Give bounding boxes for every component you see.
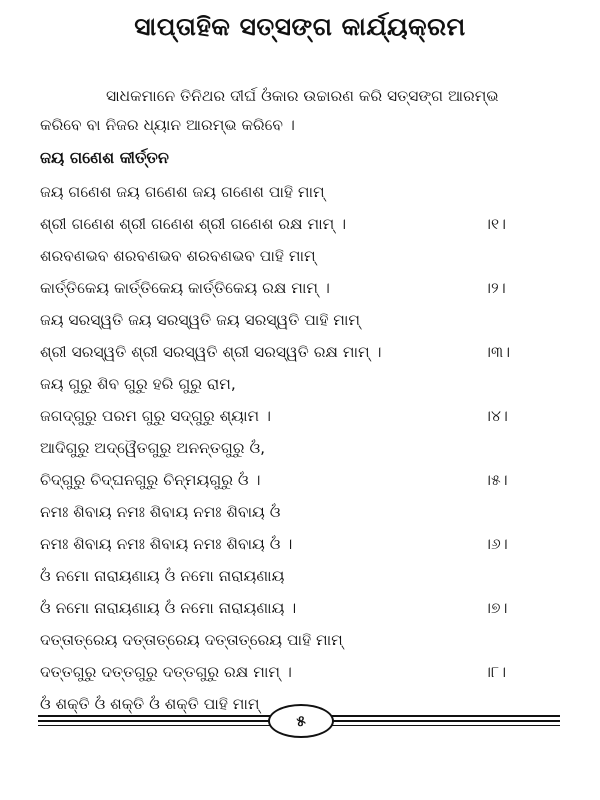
verse-number: ।୫। [484,471,508,489]
verse-text: ଜଗଦ୍‌ଗୁରୁ ପରମ ଗୁରୁ ସଦ୍‌ଗୁରୁ ଶ୍ୟାମ । [40,407,272,425]
verse-text: ଦତ୍ତଗୁରୁ ଦତ୍ତଗୁରୁ ଦତ୍ତଗୁରୁ ରକ୍ଷ ମାମ୍ । [40,663,292,681]
verse-text: ଓଁ ନମୋ ନାରାୟଣାୟ ଓଁ ନମୋ ନାରାୟଣାୟ [40,567,285,585]
verse-text: ଓଁ ଶକ୍ତି ଓଁ ଶକ୍ତି ଓଁ ଶକ୍ତି ପାହି ମାମ୍ [40,695,260,713]
verse-number: ।୪। [484,407,508,425]
verse-text: ଦତ୍ତାତ୍ରେୟ ଦତ୍ତାତ୍ରେୟ ଦତ୍ତାତ୍ରେୟ ପାହି ମାମ୍ [40,631,343,649]
verse-line [40,656,560,688]
verse-text: ଆଦିଗୁରୁ ଅଦ୍ୱୈତଗୁରୁ ଅନନ୍ତଗୁରୁ ଓଁ, [40,439,266,457]
section-heading: ଜୟ ଗଣେଶ କୀର୍ତ୍ତନ [40,148,169,167]
verse-text: ଜୟ ଗୁରୁ ଶିବ ଗୁରୁ ହରି ଗୁରୁ ରାମ, [40,375,236,393]
intro-line-2: କରିବେ ବା ନିଜର ଧ୍ୟାନ ଆରମ୍ଭ କରିବେ । [40,116,295,134]
verse-text: ଶ୍ରୀ ସରସ୍ୱତି ଶ୍ରୀ ସରସ୍ୱତି ଶ୍ରୀ ସରସ୍ୱତି ରକ୍ଷ ମାମ୍ । [40,343,382,361]
verse-text: ଶରବଣଭବ ଶରବଣଭବ ଶରବଣଭବ ପାହି ମାମ୍ [40,247,316,265]
verse-number: ।୮। [484,663,507,681]
verse-text: ଶ୍ରୀ ଗଣେଶ ଶ୍ରୀ ଗଣେଶ ଶ୍ରୀ ଗଣେଶ ରକ୍ଷ ମାମ୍ । [40,215,347,233]
page-title: ସାପ୍ତାହିକ ସତ୍‌ସଙ୍ଗ କାର୍ଯ୍ୟକ୍ରମ [134,12,466,41]
verse-line [40,624,560,656]
verse-text: ଜୟ ଗଣେଶ ଜୟ ଗଣେଶ ଜୟ ଗଣେଶ ପାହି ମାମ୍ [40,183,325,201]
verse-number: ।୨। [484,279,506,297]
verse-number: ।୭। [484,599,508,617]
verse-text: ଓଁ ନମୋ ନାରାୟଣାୟ ଓଁ ନମୋ ନାରାୟଣାୟ । [40,599,297,617]
verse-text: ଚିଦ୍‌ଗୁରୁ ଚିଦ୍‌ଘନଗୁରୁ ଚିନ୍ମୟଗୁରୁ ଓଁ । [40,471,261,489]
intro-line-1: ସାଧକମାନେ ତିନିଥର ଦୀର୍ଘ ଓଁକାର ଉଚ୍ଚାରଣ କରି ସତ୍‌ସଙ୍ଗ ଆରମ୍ଭ [106,87,499,105]
verse-text: ନମଃ ଶିବାୟ ନମଃ ଶିବାୟ ନମଃ ଶିବାୟ ଓଁ । [40,535,293,553]
verse-line [40,240,560,272]
verse-number: ।୩। [484,343,511,361]
verse-line [40,336,560,368]
verse-text: କାର୍ତ୍ତିକେୟ କାର୍ତ୍ତିକେୟ କାର୍ତ୍ତିକେୟ ରକ୍ଷ ମାମ୍ । [40,279,330,297]
verse-number: ।୧। [484,215,507,233]
intro-paragraph [40,82,580,140]
verse-list [40,176,560,720]
verse-number: ।୬। [484,535,508,553]
verse-line [40,496,560,528]
verse-line [40,400,560,432]
verse-line [40,208,560,240]
verse-line [40,432,560,464]
verse-line [40,592,560,624]
verse-line [40,560,560,592]
verse-text: ନମଃ ଶିବାୟ ନମଃ ଶିବାୟ ନମଃ ଶିବାୟ ଓଁ [40,503,281,521]
verse-line [40,464,560,496]
verse-line [40,176,560,208]
verse-line [40,272,560,304]
verse-line [40,368,560,400]
page-number: ୫ [268,704,334,738]
verse-text: ଜୟ ସରସ୍ୱତି ଜୟ ସରସ୍ୱତି ଜୟ ସରସ୍ୱତି ପାହି ମାମ୍ [40,311,361,329]
verse-line [40,528,560,560]
verse-line [40,304,560,336]
